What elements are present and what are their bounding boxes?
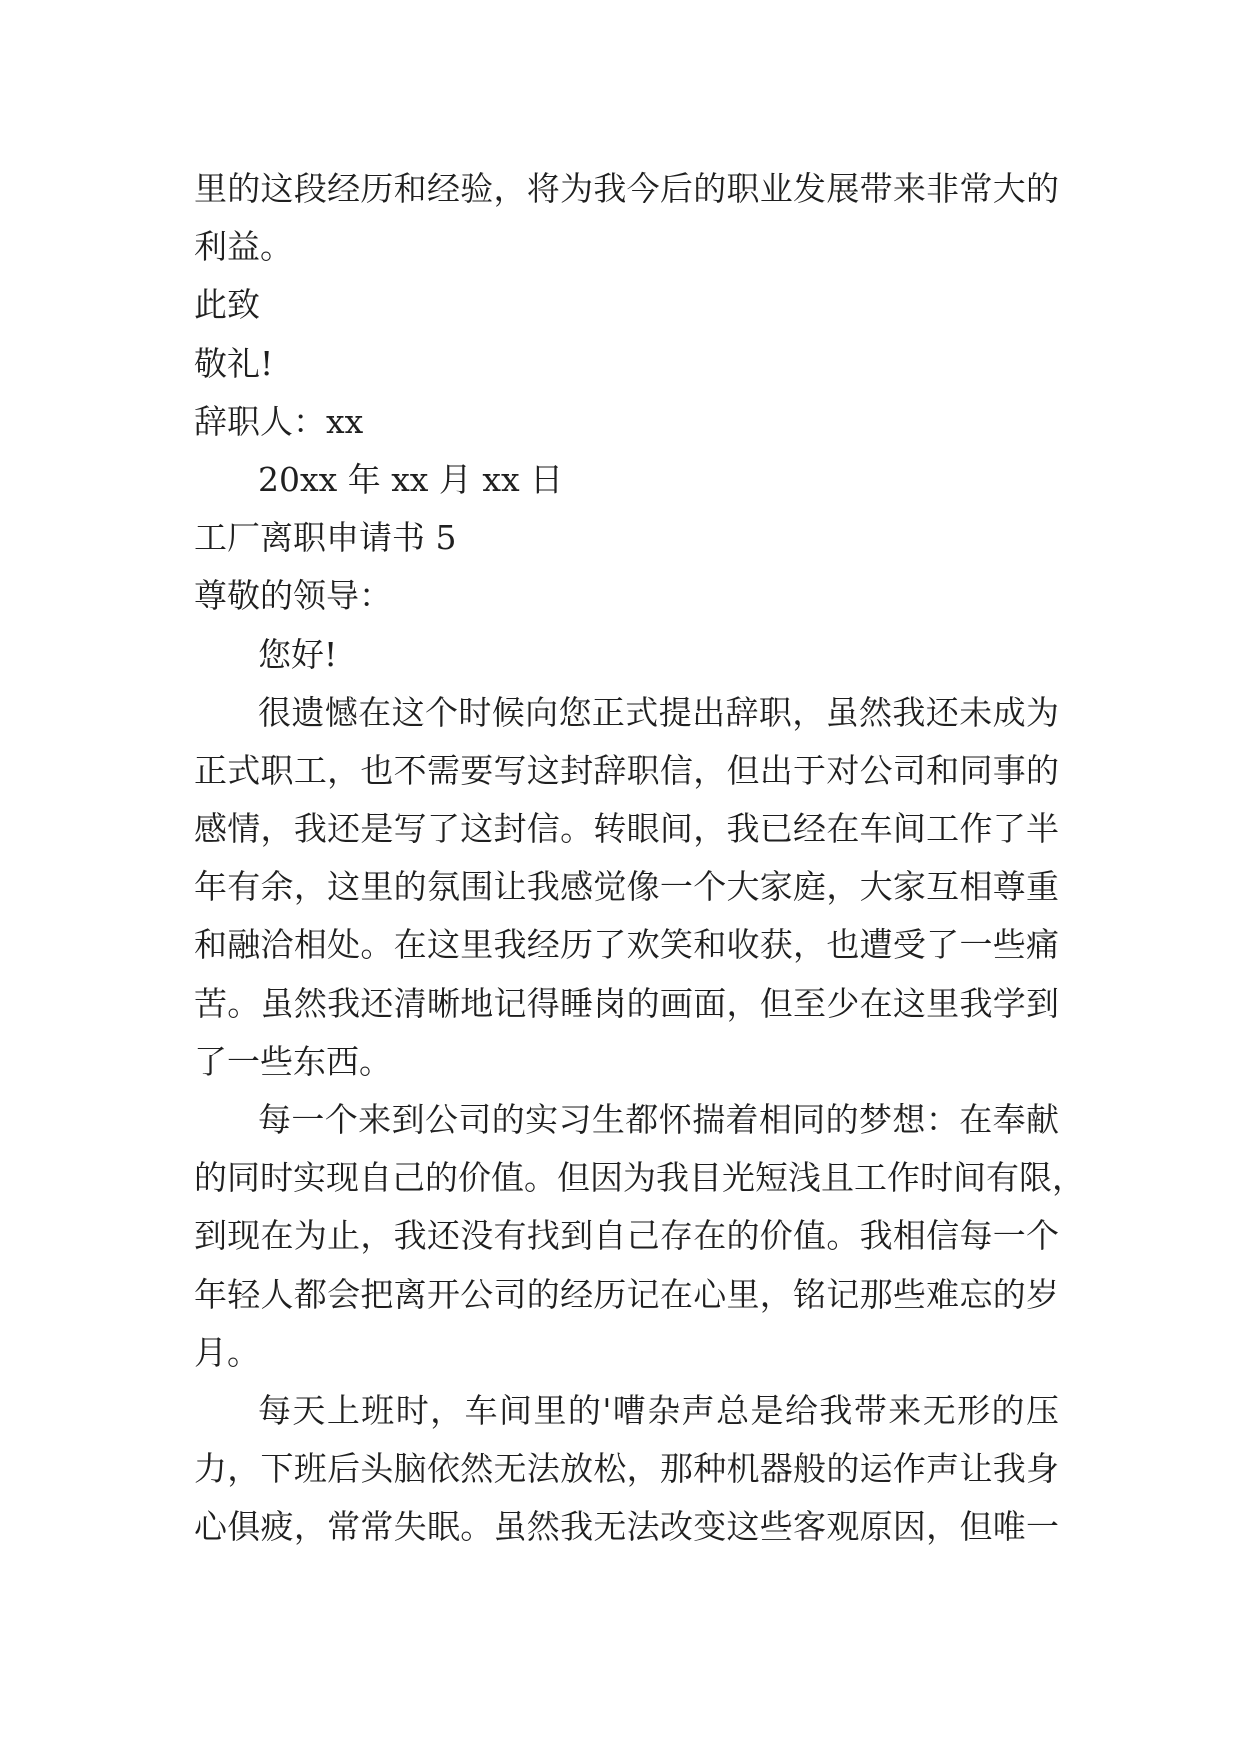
paragraph-line: 力，下班后头脑依然无法放松，那种机器般的运作声让我身 [194,1449,1059,1489]
paragraph-line: 每天上班时，车间里的'嘈杂声总是给我带来无形的压 [258,1390,1059,1430]
paragraph-line: 年轻人都会把离开公司的经历记在心里，铭记那些难忘的岁 [194,1274,1059,1314]
signature-line: 辞职人：xx [194,401,364,441]
paragraph-line: 正式职工，也不需要写这封辞职信，但出于对公司和同事的 [194,750,1059,790]
paragraph-line: 感情，我还是写了这封信。转眼间，我已经在车间工作了半 [194,809,1059,849]
paragraph-line: 月。 [194,1332,260,1372]
paragraph-line: 里的这段经历和经验，将为我今后的职业发展带来非常大的 [194,169,1059,208]
section-title: 工厂离职申请书 5 [194,518,457,558]
paragraph-line: 利益。 [194,227,293,267]
closing-phrase: 此致 [194,285,260,325]
paragraph-line: 和融洽相处。在这里我经历了欢笑和收获，也遭受了一些痛 [194,925,1059,965]
greeting: 您好! [258,634,338,674]
paragraph-line: 每一个来到公司的实习生都怀揣着相同的梦想：在奉献 [258,1100,1059,1139]
document-body [194,160,1085,1557]
paragraph-line: 很遗憾在这个时候向您正式提出辞职，虽然我还未成为 [258,692,1059,732]
paragraph-line: 年有余，这里的氛围让我感觉像一个大家庭，大家互相尊重 [194,867,1059,907]
paragraph-line: 到现在为止，我还没有找到自己存在的价值。我相信每一个 [194,1216,1059,1256]
paragraph-line: 苦。虽然我还清晰地记得睡岗的画面，但至少在这里我学到 [194,983,1059,1023]
paragraph-line: 的同时实现自己的价值。但因为我目光短浅且工作时间有限， [194,1158,1085,1198]
paragraph-line: 心俱疲，常常失眠。虽然我无法改变这些客观原因，但唯一 [194,1507,1059,1547]
salutation: 尊敬的领导： [194,576,392,616]
paragraph-line: 了一些东西。 [194,1041,392,1081]
date-line: 20xx 年 xx 月 xx 日 [258,459,564,499]
closing-salute: 敬礼! [194,343,274,383]
